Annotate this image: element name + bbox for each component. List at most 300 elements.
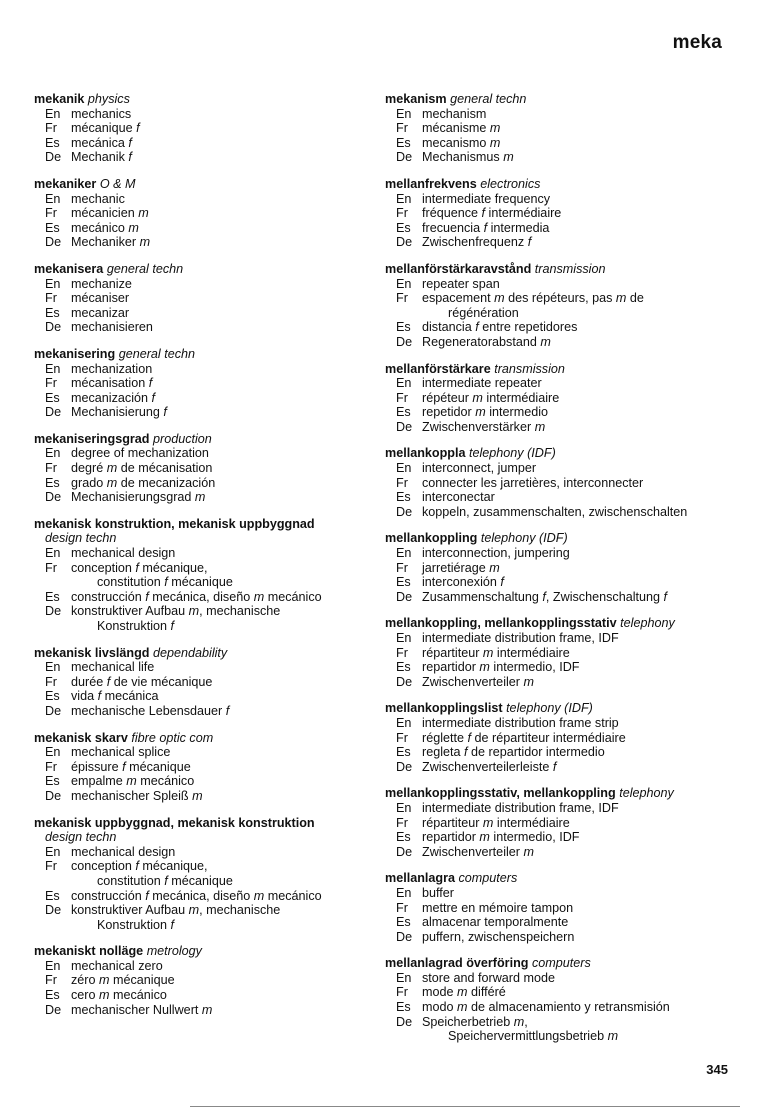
- translation-line: [34, 845, 374, 860]
- dictionary-entry: [385, 701, 745, 774]
- translation-line: [385, 816, 745, 831]
- language-code: De: [396, 1014, 413, 1029]
- gender-marker: m: [494, 291, 505, 306]
- translation-text: [422, 192, 745, 207]
- subject-domain: general techn: [106, 261, 184, 276]
- translation-text: [422, 915, 745, 930]
- translation-line: [34, 320, 374, 335]
- translation-part: répartiteur: [422, 645, 483, 660]
- translation-line: [385, 206, 745, 221]
- translation-part: intermedio: [485, 405, 549, 420]
- headword: mekanisera: [34, 261, 104, 276]
- translation-part: de vie mécanique: [110, 674, 213, 689]
- translation-part: repartidor: [422, 830, 480, 845]
- translation-line: [385, 136, 745, 151]
- translation-part: intermediate frequency: [422, 191, 551, 206]
- translation-part: Mechanisierungsgrad: [71, 490, 195, 505]
- translation-line: [34, 461, 374, 476]
- entry-head-line: [385, 871, 745, 886]
- translation-text: [71, 461, 374, 476]
- translation-line: [34, 136, 374, 151]
- translation-part: Zwischenverteiler: [422, 844, 524, 859]
- translation-text: [71, 192, 374, 207]
- translation-part: fréquence: [422, 206, 482, 221]
- translation-text: [71, 889, 374, 904]
- translation-text: [422, 675, 745, 690]
- translation-part: intermediate repeater: [422, 376, 542, 391]
- translation-line: [34, 959, 374, 974]
- translation-part: Mechaniker: [71, 235, 140, 250]
- translation-line: [34, 306, 374, 321]
- translation-line: [385, 716, 745, 731]
- gender-marker: f: [145, 589, 149, 604]
- gender-marker: m: [523, 844, 534, 859]
- language-code: De: [45, 320, 62, 335]
- translation-text: [422, 136, 745, 151]
- translation-line: [385, 277, 745, 292]
- translation-text: [71, 774, 374, 789]
- translation-text: [422, 221, 745, 236]
- translation-line: [34, 221, 374, 236]
- translation-text: [422, 971, 745, 986]
- language-code: De: [45, 703, 62, 718]
- translation-text: [422, 546, 745, 561]
- language-code: Fr: [396, 900, 408, 915]
- translation-part: épissure: [71, 759, 123, 774]
- translation-part: , Zwischenschaltung: [545, 589, 664, 604]
- translation-line: [34, 490, 374, 505]
- translation-part: Zwischenfrequenz: [422, 235, 528, 250]
- language-code: De: [396, 235, 413, 250]
- gender-marker: f: [475, 320, 479, 335]
- subject-domain: metrology: [146, 944, 202, 959]
- entry-head-line: [385, 531, 745, 546]
- dictionary-entry: [34, 92, 374, 165]
- dictionary-entry: [34, 731, 374, 804]
- gender-marker: m: [201, 1002, 213, 1017]
- translation-part: mechanischer Nullwert: [71, 1002, 202, 1017]
- entry-head-line: [34, 646, 374, 661]
- translation-line: [34, 604, 374, 633]
- translation-line: [385, 845, 745, 860]
- translation-part: mecánico: [264, 888, 322, 903]
- gender-marker: m: [188, 903, 200, 918]
- language-code: Es: [396, 575, 411, 590]
- translation-text: [71, 675, 374, 690]
- headword: mekaniker: [34, 176, 97, 191]
- gender-marker: f: [170, 619, 175, 633]
- translation-line: [34, 859, 374, 888]
- language-code: De: [45, 235, 62, 250]
- gender-marker: f: [225, 703, 230, 718]
- entry-head-line: [385, 362, 745, 377]
- translation-part: mecánico: [264, 589, 322, 604]
- translation-text: [422, 575, 745, 590]
- language-code: En: [396, 631, 412, 645]
- language-code: Es: [396, 490, 411, 505]
- language-code: Es: [45, 220, 60, 235]
- gender-marker: m: [523, 674, 534, 689]
- gender-marker: m: [253, 589, 265, 604]
- continuation-line: [422, 306, 745, 321]
- translation-part: constitution: [97, 575, 165, 590]
- subject-domain: telephony: [620, 616, 675, 631]
- language-code: Fr: [45, 973, 57, 988]
- language-code: Fr: [45, 859, 57, 874]
- translation-part: mechanize: [71, 276, 132, 291]
- language-code: Es: [45, 135, 60, 150]
- translation-part: Zwischenverstärker: [422, 419, 535, 434]
- translation-line: [34, 903, 374, 932]
- translation-line: [34, 291, 374, 306]
- translation-part: des répéteurs, pas: [504, 291, 616, 306]
- subject-domain: telephony: [619, 786, 674, 801]
- gender-marker: m: [106, 461, 118, 476]
- translation-text: [71, 277, 374, 292]
- gender-marker: f: [481, 206, 486, 221]
- gender-marker: m: [607, 1029, 619, 1044]
- language-code: En: [45, 361, 61, 376]
- translation-part: Mechanismus: [422, 150, 504, 165]
- subject-domain: electronics: [480, 176, 541, 191]
- language-code: De: [396, 844, 413, 859]
- dictionary-entry: [34, 646, 374, 719]
- translation-part: mechanical life: [71, 660, 155, 675]
- translation-text: [71, 760, 374, 775]
- translation-part: mechanischer Spleiß: [71, 788, 193, 803]
- translation-text: [422, 291, 745, 320]
- translation-text: [71, 306, 374, 321]
- translation-part: empalme: [71, 774, 127, 789]
- translation-line: [34, 192, 374, 207]
- language-code: De: [45, 150, 62, 165]
- translation-part: repeater span: [422, 276, 500, 291]
- gender-marker: m: [475, 405, 486, 420]
- language-code: De: [45, 604, 62, 619]
- translation-part: de mecanización: [117, 475, 216, 490]
- gender-marker: m: [253, 888, 265, 903]
- continuation-line: [422, 1029, 745, 1044]
- headword: mekanisk skarv: [34, 730, 128, 745]
- language-code: En: [396, 715, 412, 730]
- entry-head-line: [385, 956, 745, 971]
- gender-marker: f: [163, 405, 167, 420]
- translation-part: intermedio, IDF: [489, 830, 580, 845]
- gender-marker: m: [128, 220, 139, 235]
- translation-text: [71, 121, 374, 136]
- translation-line: [385, 830, 745, 845]
- translation-part: Regeneratorabstand: [422, 334, 541, 349]
- dictionary-entry: [34, 432, 374, 505]
- gender-marker: f: [500, 575, 504, 590]
- translation-line: [34, 689, 374, 704]
- translation-part: mechanical design: [71, 546, 176, 561]
- translation-part: répéteur: [422, 390, 473, 405]
- language-code: En: [45, 745, 61, 760]
- translation-text: [422, 631, 745, 646]
- dictionary-entry: [34, 262, 374, 335]
- subject-domain: telephony (IDF): [506, 701, 593, 716]
- entry-head-line: [385, 701, 745, 716]
- headword: mekanisering: [34, 346, 116, 361]
- language-code: Fr: [45, 759, 57, 774]
- translation-text: [71, 490, 374, 505]
- language-code: Es: [45, 774, 60, 789]
- translation-text: [422, 886, 745, 901]
- translation-part: interconnect, jumper: [422, 461, 537, 476]
- translation-part: entre repetidores: [478, 320, 578, 335]
- language-code: Es: [396, 660, 411, 675]
- entry-head-line: [385, 446, 745, 461]
- translation-part: mechanization: [71, 361, 153, 376]
- language-code: Es: [45, 390, 60, 405]
- translation-part: mecánico: [109, 988, 167, 1003]
- gender-marker: m: [188, 604, 200, 619]
- language-code: Fr: [396, 985, 408, 1000]
- translation-text: [71, 107, 374, 122]
- entry-head-line: [385, 616, 745, 631]
- translation-part: mecánica, diseño: [148, 589, 254, 604]
- translation-line: [385, 121, 745, 136]
- translation-part: mécanique,: [138, 560, 208, 575]
- translation-part: modo: [422, 1000, 458, 1015]
- translation-text: [422, 490, 745, 505]
- translation-text: [71, 291, 374, 306]
- dictionary-entry: [34, 944, 374, 1017]
- translation-line: [34, 590, 374, 605]
- language-code: De: [396, 504, 413, 519]
- dictionary-entry: [385, 362, 745, 435]
- translation-part: intermedia: [487, 220, 550, 235]
- translation-part: vida: [71, 689, 98, 704]
- translation-line: [34, 660, 374, 675]
- translation-line: [34, 362, 374, 377]
- language-code: Fr: [396, 206, 408, 221]
- translation-line: [385, 886, 745, 901]
- dictionary-entry: [34, 816, 374, 933]
- language-code: Fr: [396, 560, 408, 575]
- translation-line: [385, 546, 745, 561]
- entry-head-line: [385, 786, 745, 801]
- gender-marker: f: [663, 589, 668, 604]
- language-code: Es: [45, 475, 60, 490]
- entry-head-line: [34, 517, 374, 532]
- translation-text: [422, 801, 745, 816]
- translation-line: [385, 590, 745, 605]
- translation-part: mécanique: [167, 873, 233, 888]
- gender-marker: f: [542, 589, 546, 604]
- gender-marker: m: [534, 419, 546, 434]
- headword: mellanlagra: [385, 871, 455, 886]
- translation-line: [385, 476, 745, 491]
- translation-part: koppeln, zusammenschalten, zwischenschalten: [422, 504, 688, 519]
- language-code: De: [396, 929, 413, 944]
- translation-part: mecánica: [101, 689, 159, 704]
- language-code: En: [45, 276, 61, 291]
- translation-text: [71, 561, 374, 590]
- gender-marker: m: [194, 490, 206, 505]
- translation-text: [71, 988, 374, 1003]
- translation-part: Mechanisierung: [71, 405, 164, 420]
- translation-part: repartidor: [422, 660, 480, 675]
- language-code: De: [396, 674, 413, 689]
- language-code: En: [396, 800, 412, 815]
- dictionary-entry: [385, 446, 745, 519]
- language-code: De: [396, 589, 413, 604]
- language-code: De: [45, 788, 62, 803]
- translation-line: [385, 646, 745, 661]
- translation-line: [34, 789, 374, 804]
- headword: mekaniskt nolläge: [34, 944, 144, 959]
- translation-part: cero: [71, 988, 99, 1003]
- translation-part: Zwischenverteilerleiste: [422, 759, 553, 774]
- language-code: Es: [396, 220, 411, 235]
- translation-part: puffern, zwischenspeichern: [422, 929, 575, 944]
- entry-head-line: [34, 731, 374, 746]
- translation-line: [34, 704, 374, 719]
- translation-line: [34, 206, 374, 221]
- dictionary-entry: [385, 92, 745, 165]
- gender-marker: f: [128, 135, 132, 150]
- language-code: Fr: [396, 475, 408, 490]
- translation-part: mechanical zero: [71, 958, 163, 973]
- language-code: De: [45, 490, 62, 505]
- dictionary-entry: [385, 956, 745, 1044]
- language-code: Fr: [396, 291, 408, 306]
- translation-line: [385, 1015, 745, 1044]
- gender-marker: m: [457, 1000, 468, 1015]
- translation-text: [422, 646, 745, 661]
- translation-line: [34, 561, 374, 590]
- translation-line: [385, 335, 745, 350]
- language-code: Es: [45, 689, 60, 704]
- gender-marker: f: [128, 150, 132, 165]
- language-code: Es: [45, 589, 60, 604]
- translation-text: [422, 376, 745, 391]
- gender-marker: m: [513, 1014, 525, 1029]
- language-code: Fr: [396, 390, 408, 405]
- dictionary-entry: [385, 786, 745, 859]
- translation-line: [34, 121, 374, 136]
- language-code: Es: [396, 745, 411, 760]
- dictionary-entry: [385, 531, 745, 604]
- translation-text: [71, 1003, 374, 1018]
- translation-part: Mechanik: [71, 150, 129, 165]
- subject-domain: general techn: [450, 92, 527, 106]
- translation-line: [385, 320, 745, 335]
- translation-line: [385, 675, 745, 690]
- translation-part: intermédiaire: [482, 390, 560, 405]
- translation-text: [71, 604, 374, 633]
- language-code: Fr: [45, 121, 57, 136]
- translation-part: intermédiaire: [493, 645, 570, 660]
- translation-text: [71, 150, 374, 165]
- translation-line: [385, 461, 745, 476]
- translation-part: mécanique: [125, 759, 191, 774]
- language-code: Es: [45, 888, 60, 903]
- translation-line: [385, 490, 745, 505]
- translation-text: [422, 985, 745, 1000]
- language-code: Fr: [396, 815, 408, 830]
- translation-line: [34, 973, 374, 988]
- right-column: [385, 92, 745, 1056]
- language-code: En: [45, 446, 61, 461]
- entry-head-line: [385, 177, 745, 192]
- translation-part: mettre en mémoire tampon: [422, 900, 574, 915]
- translation-part: mechanische Lebensdauer: [71, 703, 226, 718]
- language-code: De: [396, 150, 413, 165]
- translation-line: [385, 505, 745, 520]
- language-code: De: [396, 334, 413, 349]
- translation-part: jarretiérage: [422, 560, 490, 575]
- continuation-line: [71, 874, 374, 889]
- subject-domain: transmission: [534, 261, 606, 276]
- dictionary-entry: [385, 616, 745, 689]
- translation-part: , mechanische: [199, 604, 281, 619]
- translation-line: [385, 971, 745, 986]
- entry-head-line: [34, 347, 374, 362]
- language-code: De: [45, 1002, 62, 1017]
- gender-marker: f: [164, 575, 168, 590]
- translation-line: [385, 235, 745, 250]
- translation-line: [34, 446, 374, 461]
- translation-text: [71, 973, 374, 988]
- translation-text: [422, 405, 745, 420]
- gender-marker: f: [467, 730, 472, 745]
- gender-marker: m: [489, 135, 501, 150]
- language-code: En: [45, 958, 61, 973]
- translation-text: [422, 335, 745, 350]
- translation-text: [71, 235, 374, 250]
- translation-part: mechanism: [422, 106, 487, 121]
- gender-marker: f: [464, 745, 468, 760]
- translation-text: [422, 816, 745, 831]
- dictionary-entry: [385, 262, 745, 350]
- subject-domain: telephony (IDF): [468, 446, 556, 461]
- translation-line: [385, 420, 745, 435]
- translation-part: zéro: [71, 973, 99, 988]
- translation-part: de repartidor intermedio: [467, 745, 605, 760]
- gender-marker: m: [126, 774, 137, 789]
- continuation-line: [71, 575, 374, 590]
- translation-part: degree of mechanization: [71, 446, 209, 461]
- gender-marker: m: [615, 291, 627, 306]
- translation-part: mecánico: [136, 774, 195, 789]
- gender-marker: m: [106, 475, 118, 490]
- subject-domain: computers: [531, 956, 591, 971]
- translation-part: interconectar: [422, 490, 495, 505]
- subject-domain: dependability: [153, 645, 228, 660]
- translation-text: [71, 903, 374, 932]
- headword: mellanförstärkare: [385, 361, 491, 376]
- language-code: Fr: [396, 121, 408, 136]
- language-code: De: [396, 759, 413, 774]
- translation-part: mechanics: [71, 106, 132, 121]
- translation-part: construcción: [71, 888, 146, 903]
- entry-head-line: [385, 92, 745, 107]
- translation-text: [71, 789, 374, 804]
- translation-line: [385, 930, 745, 945]
- translation-line: [385, 150, 745, 165]
- subject-domain: physics: [87, 92, 130, 106]
- translation-part: almacenar temporalmente: [422, 915, 569, 930]
- language-code: Fr: [45, 560, 57, 575]
- language-code: En: [396, 276, 412, 291]
- translation-part: interconnection, jumpering: [422, 546, 570, 561]
- gender-marker: f: [136, 121, 140, 136]
- translation-part: mécanique: [167, 575, 233, 590]
- translation-part: store and forward mode: [422, 970, 556, 985]
